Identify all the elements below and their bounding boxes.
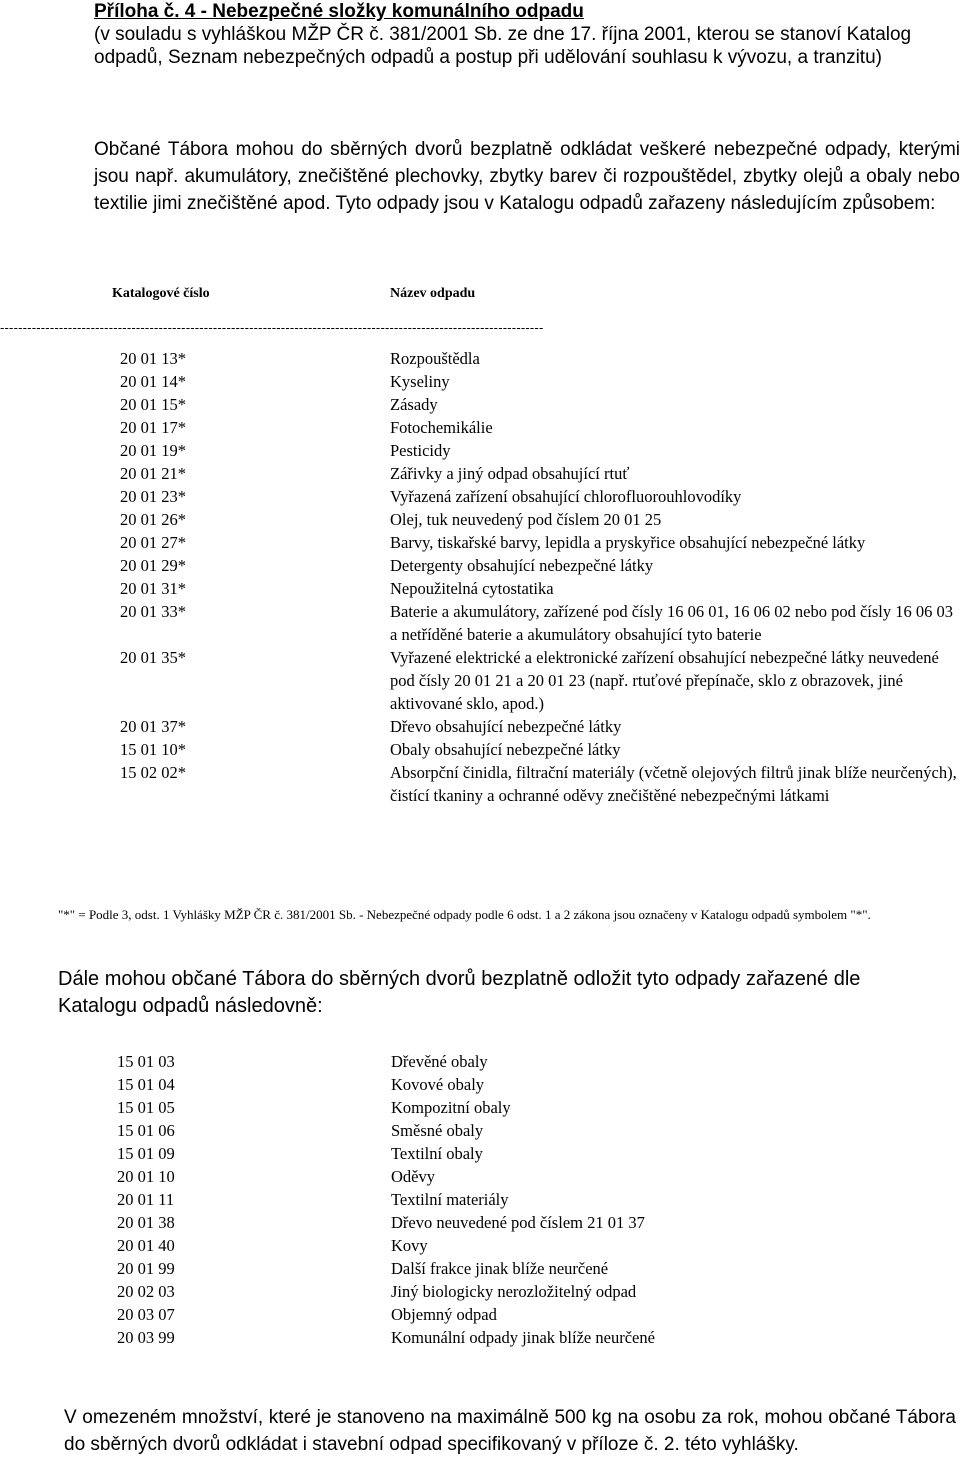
table-row [120,485,960,508]
waste-name: Objemný odpad [391,1305,497,1324]
table-row [120,462,960,485]
waste-name: Textilní obaly [391,1144,483,1163]
table-row [117,1119,917,1142]
waste-name: Kovové obaly [391,1075,485,1094]
table-row [117,1211,917,1234]
table-row [120,646,960,715]
waste-code: 20 01 40 [117,1236,175,1255]
closing-paragraph: V omezeném množství, které je stanoveno na maximálně 500 kg na osobu za rok, mohou občané Tábora do sběrných dvorů odkládat i stavební odpad specifikovaný v příloze č. 2. této vyhlášky. [64,1407,956,1455]
waste-code: 20 01 14* [120,372,186,391]
waste-code: 20 01 23* [120,487,186,506]
table-row [117,1165,917,1188]
waste-code: 20 01 27* [120,533,186,552]
table-row [120,393,960,416]
waste-name: Baterie a akumulátory, zařízené pod čísly 16 06 01, 16 06 02 nebo pod čísly 16 06 03 a netříděné baterie a akumulátory obsahující tyto baterie [390,602,954,644]
waste-code: 20 01 11 [117,1190,175,1209]
waste-name: Jiný biologicky nerozložitelný odpad [391,1282,637,1301]
waste-code: 20 01 13* [120,349,186,368]
footnote: "*" = Podle 3, odst. 1 Vyhlášky MŽP ČR č. 381/2001 Sb. - Nebezpečné odpady podle 6 odst. 1 a 2 zákona jsou označeny v Katalogu odpadů symbolem "*". [58,907,871,922]
waste-code: 20 01 10 [117,1167,175,1186]
table-row [117,1257,917,1280]
waste-code: 20 03 07 [117,1305,175,1324]
waste-name: Rozpouštědla [390,349,480,368]
table-row [120,370,960,393]
waste-code: 20 01 21* [120,464,186,483]
waste-name: Dřevo neuvedené pod číslem 21 01 37 [391,1213,645,1232]
waste-name: Kompozitní obaly [391,1098,511,1117]
table-row [117,1142,917,1165]
waste-code: 20 01 35* [120,648,186,667]
waste-code: 15 01 03 [117,1052,175,1071]
waste-name: Kovy [391,1236,428,1255]
table-row [120,347,960,370]
waste-code: 15 02 02* [120,763,186,782]
waste-name: Další frakce jinak blíže neurčené [391,1259,609,1278]
table-row [120,577,960,600]
table-row [120,738,960,761]
waste-name: Barvy, tiskařské barvy, lepidla a pryskyřice obsahující nebezpečné látky [390,533,866,552]
waste-code: 20 02 03 [117,1282,175,1301]
waste-name: Dřevo obsahující nebezpečné látky [390,717,622,736]
document-title: Příloha č. 4 - Nebezpečné složky komunálního odpadu [94,1,584,22]
table-row [117,1326,917,1349]
waste-code: 15 01 09 [117,1144,175,1163]
table-row [120,439,960,462]
waste-code: 20 01 99 [117,1259,175,1278]
waste-code: 15 01 10* [120,740,186,759]
table-row [120,554,960,577]
waste-name: Vyřazená zařízení obsahující chlorofluorouhlovodíky [390,487,742,506]
waste-code: 20 01 33* [120,602,186,621]
title-block [94,0,954,69]
waste-code: 20 01 38 [117,1213,175,1232]
waste-name: Komunální odpady jinak blíže neurčené [391,1328,655,1347]
waste-code: 20 01 29* [120,556,186,575]
intro-paragraph: Občané Tábora mohou do sběrných dvorů bezplatně odkládat veškeré nebezpečné odpady, kterými jsou např. akumulátory, znečištěné plechovky, zbytky barev či rozpouštědel, zbytky olejů a obaly nebo textilie jimi znečištěné apod. Tyto odpady jsou v Katalogu odpadů zařazeny následujícím způsobem: [94,139,960,214]
table-row [120,508,960,531]
waste-name: Pesticidy [390,441,451,460]
waste-name: Zásady [390,395,438,414]
waste-code: 20 01 15* [120,395,186,414]
waste-code: 20 01 19* [120,441,186,460]
waste-name: Kyseliny [390,372,450,391]
waste-code: 20 01 26* [120,510,186,529]
waste-code: 20 01 37* [120,717,186,736]
table-row [117,1096,917,1119]
table-row [120,600,960,646]
waste-name: Olej, tuk neuvedený pod číslem 20 01 25 [390,510,662,529]
table-row [117,1073,917,1096]
waste-name: Zářivky a jiný odpad obsahující rtuť [390,464,630,483]
table-row [117,1234,917,1257]
table-row [117,1188,917,1211]
hazardous-waste-table [120,347,960,807]
waste-code: 15 01 05 [117,1098,175,1117]
column-header-name: Název odpadu [390,286,476,301]
table-row [117,1050,917,1073]
waste-name: Obaly obsahující nebezpečné látky [390,740,621,759]
table-row [120,416,960,439]
document-subtitle: (v souladu s vyhláškou MŽP ČR č. 381/2001 Sb. ze dne 17. října 2001, kterou se stanoví Katalog odpadů, Seznam nebezpečných odpadů a postup při udělování souhlasu k vývozu, a tranzitu) [94,24,912,68]
table-row [120,761,960,807]
waste-name: Absorpční činidla, filtrační materiály (včetně olejových filtrů jinak blíže neurčených), čistící tkaniny a ochranné oděvy znečištěné nebezpečnými látkami [390,763,957,805]
second-intro-paragraph: Dále mohou občané Tábora do sběrných dvorů bezplatně odložit tyto odpady zařazené dle Katalogu odpadů následovně: [58,968,861,1017]
waste-code: 20 01 17* [120,418,186,437]
waste-name: Fotochemikálie [390,418,493,437]
table-row [120,715,960,738]
waste-code: 15 01 04 [117,1075,175,1094]
table-row [120,531,960,554]
waste-name: Textilní materiály [391,1190,509,1209]
waste-code: 15 01 06 [117,1121,175,1140]
table-divider: ------------------------------------------------------------------------------------------------------------------------ [0,320,544,335]
waste-code: 20 01 31* [120,579,186,598]
waste-name: Oděvy [391,1167,435,1186]
other-waste-table [117,1050,917,1349]
waste-name: Směsné obaly [391,1121,484,1140]
waste-name: Nepoužitelná cytostatika [390,579,554,598]
waste-name: Dřevěné obaly [391,1052,488,1071]
table-row [117,1303,917,1326]
waste-name: Detergenty obsahující nebezpečné látky [390,556,654,575]
waste-name: Vyřazené elektrické a elektronické zařízení obsahující nebezpečné látky neuvedené pod čísly 20 01 21 a 20 01 23 (např. rtuťové přepínače, sklo z obrazovek, jiné aktivované sklo, apod.) [390,648,939,713]
table-row [117,1280,917,1303]
waste-code: 20 03 99 [117,1328,175,1347]
column-header-code: Katalogové číslo [112,286,210,301]
